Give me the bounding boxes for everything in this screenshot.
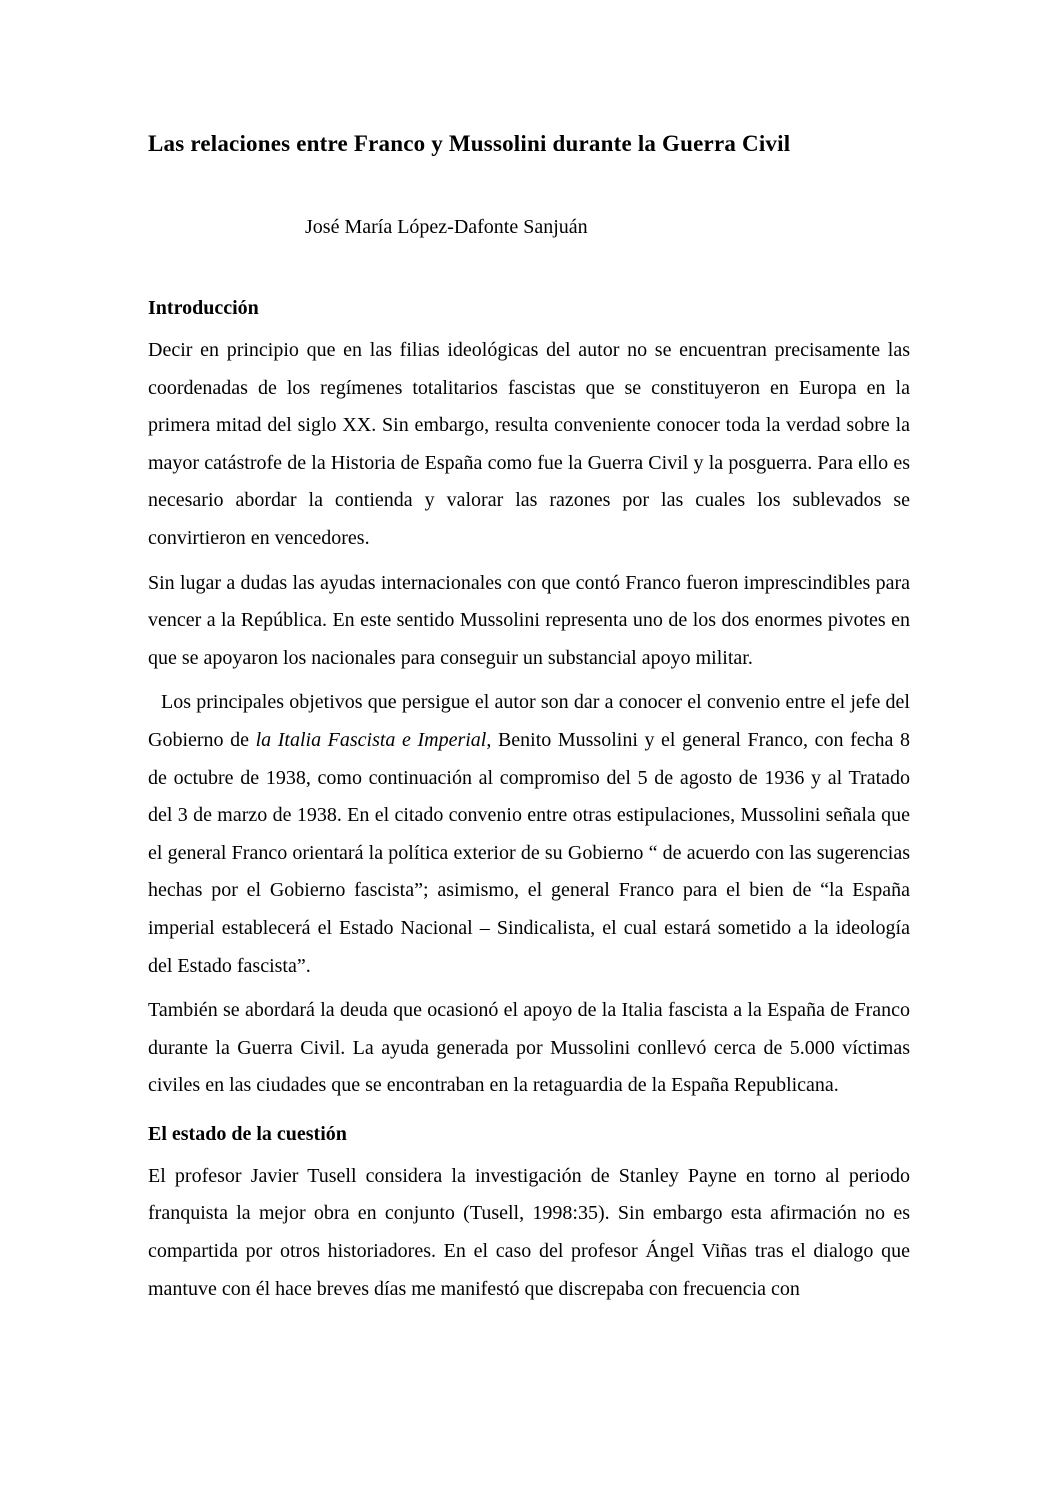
italic-text-segment: la Italia Fascista e Imperial [255,728,487,751]
author-line: José María López-Dafonte Sanjuán [305,216,588,238]
section-heading: Introducción [148,297,259,319]
body-paragraph [148,992,910,1105]
text-segment: También se abordará la deuda que ocasionó el apoyo de la Italia fascista a la España de Franco durante la Guerra Civil. La ayuda generada por Mussolini conllevó cerca de 5.000 víctimas civiles en las ciudades que se encontraban en la retaguardia de la España Republicana. [148,999,910,1097]
body-paragraph [148,684,910,985]
body-paragraph [148,565,910,678]
body-paragraph [148,1158,910,1308]
section-heading: El estado de la cuestión [148,1122,347,1145]
text-segment: El profesor Javier Tusell considera la investigación de Stanley Payne en torno al periodo franquista la mejor obra en conjunto (Tusell, 1998:35). Sin embargo esta afirmación no es compartida por otros historiadores. En el caso del profesor Ángel Viñas tras el dialogo que mantuve con él hace breves días me manifestó que discrepaba con frecuencia con [148,1164,910,1300]
document-title: Las relaciones entre Franco y Mussolini durante la Guerra Civil [148,131,791,156]
text-segment: Decir en principio que en las filias ideológicas del autor no se encuentran precisamente las coordenadas de los regímenes totalitarios fascistas que se constituyeron en Europa en la primera mitad del siglo XX. Sin embargo, resulta conveniente conocer toda la verdad sobre la mayor catástrofe de la Historia de España como fue la Guerra Civil y la posguerra. Para ello es necesario abordar la contienda y valorar las razones por las cuales los sublevados se convirtieron en vencedores. [148,339,910,549]
text-segment: Los principales objetivos que persigue el autor son dar a conocer el convenio entre el jefe del Gobierno de [148,691,910,751]
body-paragraph [148,332,910,558]
text-segment: , Benito Mussolini y el general Franco, con fecha 8 de octubre de 1938, como continuación al compromiso del 5 de agosto de 1936 y al Tratado del 3 de marzo de 1938. En el citado convenio entre otras estipulaciones, Mussolini señala que el general Franco orientará la política exterior de su Gobierno “ de acuerdo con las sugerencias hechas por el Gobierno fascista”; asimismo, el general Franco para el bien de “la España imperial establecerá el Estado Nacional – Sindicalista, el cual estará sometido a la ideología del Estado fascista”. [148,728,910,977]
text-segment: Sin lugar a dudas las ayudas internacionales con que contó Franco fueron imprescindibles para vencer a la República. En este sentido Mussolini representa uno de los dos enormes pivotes en que se apoyaron los nacionales para conseguir un substancial apoyo militar. [148,571,910,669]
document-body [148,295,910,1308]
